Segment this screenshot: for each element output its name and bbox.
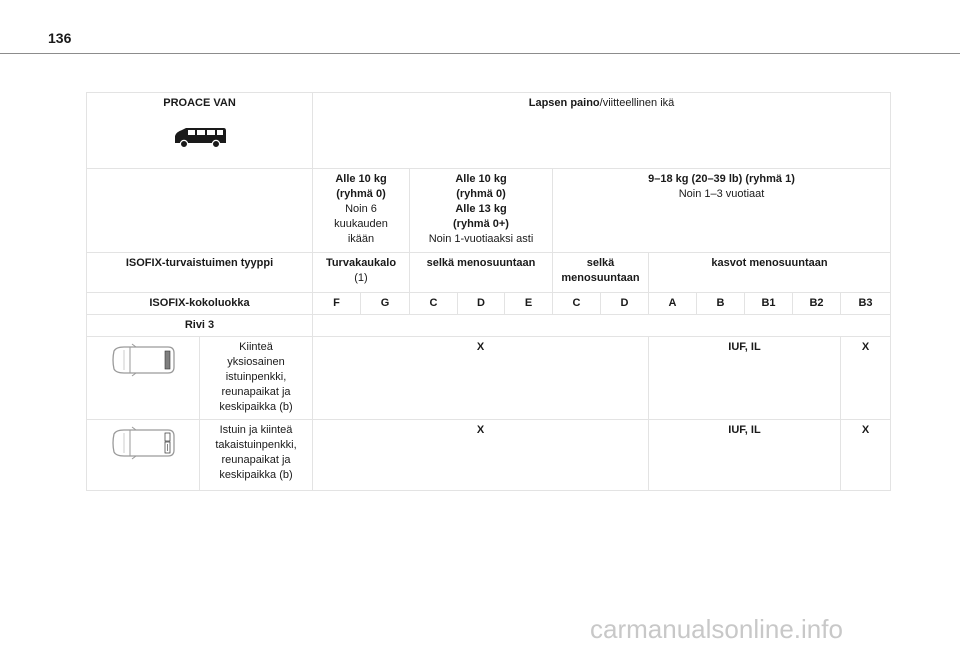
- group-0-cell: [313, 169, 410, 253]
- table-row: [87, 420, 891, 491]
- seat-value-group-0: X: [313, 420, 649, 491]
- rear-facing-label: selkä menosuuntaan: [410, 253, 553, 293]
- group-1-weight: 9–18 kg (20–39 lb) (ryhmä 1): [648, 173, 795, 185]
- group-0plus-age: Noin 1-vuotiaaksi asti: [428, 233, 534, 245]
- child-age-subtitle: /viitteellinen ikä: [599, 97, 675, 109]
- isofix-type-label: ISOFIX-turvaistuimen tyyppi: [87, 253, 313, 293]
- carrycot-label: Turvakaukalo: [325, 257, 397, 269]
- class-cell: C: [553, 293, 601, 315]
- seat-value-b3: X: [841, 337, 891, 420]
- class-cell: E: [505, 293, 553, 315]
- van-icon: [172, 125, 228, 149]
- row-3-header: [87, 315, 891, 337]
- class-cell: C: [410, 293, 458, 315]
- class-cell: D: [458, 293, 505, 315]
- class-cell: F: [313, 293, 361, 315]
- seat-description: Istuin ja kiinteä takaistuinpenkki, reunapaikat ja keskipaikka (b): [215, 424, 297, 481]
- table-header-row: [87, 93, 891, 169]
- watermark: carmanualsonline.info: [590, 614, 843, 644]
- class-cell: B: [697, 293, 745, 315]
- carrycot-note: (1): [354, 272, 368, 284]
- group-0-weight: Alle 10 kg (ryhmä 0): [335, 173, 387, 200]
- seat-value-group-0: X: [313, 337, 649, 420]
- seat-description-cell: [87, 337, 313, 420]
- class-cell: G: [361, 293, 410, 315]
- group-0plus-weight: Alle 10 kg (ryhmä 0) Alle 13 kg (ryhmä 0+): [453, 173, 509, 230]
- group-0plus-cell: [410, 169, 553, 253]
- class-cell: B2: [793, 293, 841, 315]
- seat-value-group-1: IUF, IL: [649, 337, 841, 420]
- seat-icon-wrapper: [87, 337, 200, 419]
- model-name: PROACE VAN: [163, 97, 236, 109]
- seat-description: Kiinteä yksiosainen istuinpenkki, reunapaikat ja keskipaikka (b): [219, 341, 293, 413]
- seat-value-group-1: IUF, IL: [649, 420, 841, 491]
- row-3-label: Rivi 3: [87, 315, 313, 337]
- group-0-age: Noin 6 kuukauden ikään: [334, 203, 388, 245]
- page-number: 136: [48, 30, 72, 46]
- seat-value-b3: X: [841, 420, 891, 491]
- table-row: [87, 337, 891, 420]
- isofix-class-label: ISOFIX-kokoluokka: [87, 293, 313, 315]
- child-weight-header: [313, 93, 891, 169]
- isofix-table: [86, 92, 891, 491]
- child-weight-title: Lapsen paino: [528, 97, 600, 109]
- class-cell: A: [649, 293, 697, 315]
- class-cell: B1: [745, 293, 793, 315]
- carrycot-cell: [313, 253, 410, 293]
- class-cell: B3: [841, 293, 891, 315]
- fixed-bench-seat-icon: [110, 343, 176, 377]
- weight-group-row: [87, 169, 891, 253]
- rear-facing-label-2: selkä menosuuntaan: [553, 253, 649, 293]
- group-1-age: Noin 1–3 vuotiaat: [678, 188, 765, 200]
- model-cell: [87, 93, 313, 169]
- seat-icon-wrapper: [87, 420, 200, 490]
- forward-facing-label: kasvot menosuuntaan: [649, 253, 891, 293]
- row-3-empty: [313, 315, 891, 337]
- isofix-type-row: [87, 253, 891, 293]
- group-1-cell: [553, 169, 891, 253]
- weight-group-empty-cell: [87, 169, 313, 253]
- seat-description-cell: [87, 420, 313, 491]
- folding-bench-seat-icon: [110, 426, 176, 460]
- header-rule: [0, 53, 960, 54]
- isofix-class-row: [87, 293, 891, 315]
- class-cell: D: [601, 293, 649, 315]
